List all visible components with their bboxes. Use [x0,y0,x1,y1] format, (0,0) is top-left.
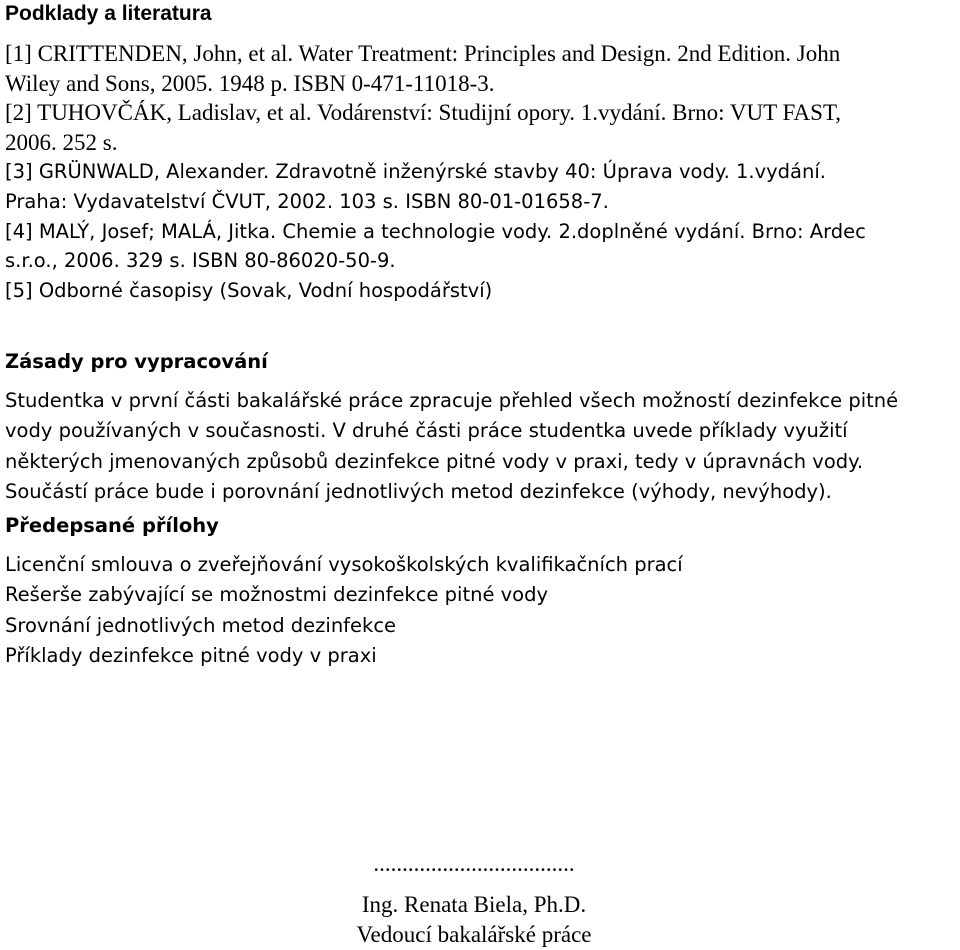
supervisor-role: Vedoucí bakalářské práce [356,922,592,947]
reference-line: [5] Odborné časopisy (Sovak, Vodní hospodářství) [5,278,493,302]
attachments-title: Předepsané přílohy [5,514,219,537]
reference-line: [4] MALÝ, Josef; MALÁ, Jitka. Chemie a technologie vody. 2.doplněné vydání. Brno: Ardec [5,219,866,243]
guidelines-paragraph [5,386,898,507]
reference-line: [2] TUHOVČÁK, Ladislav, et al. Vodárenství: Studijní opory. 1.vydání. Brno: VUT FAST, [5,100,842,126]
paragraph-line: vody používaných v současnosti. V druhé části práce studentka uvede příklady využití [5,419,848,443]
bibliography-title: Podklady a literatura [5,2,212,25]
attachment-item: Licenční smlouva o zveřejňování vysokoškolských kvalifikačních prací [5,553,683,576]
bibliography-list [5,39,866,305]
reference-line: [1] CRITTENDEN, John, et al. Water Treatment: Principles and Design. 2nd Edition. John [5,41,841,66]
guidelines-title: Zásady pro vypracování [5,350,268,373]
signature-line: ................................... [373,851,575,876]
reference-line: Praha: Vydavatelství ČVUT, 2002. 103 s. ISBN 80-01-01658-7. [5,189,609,213]
attachment-item: Rešerše zabývající se možnostmi dezinfekce pitné vody [5,583,549,607]
reference-line: s.r.o., 2006. 329 s. ISBN 80-86020-50-9. [5,249,396,273]
reference-line: 2006. 252 s. [5,129,118,155]
attachments-list [5,550,683,671]
reference-line: [3] GRÜNWALD, Alexander. Zdravotně inženýrské stavby 40: Úprava vody. 1.vydání. [5,160,826,184]
paragraph-line: některých jmenovaných způsobů dezinfekce pitné vody v praxi, tedy v úpravnách vody. [5,449,864,473]
attachment-item: Srovnání jednotlivých metod dezinfekce [5,613,397,637]
supervisor-name: Ing. Renata Biela, Ph.D. [361,892,587,917]
paragraph-line: Součástí práce bude i porovnání jednotlivých metod dezinfekce (výhody, nevýhody). [5,479,832,503]
paragraph-line: Studentka v první části bakalářské práce zpracuje přehled všech možností dezinfekce pitné [5,389,899,412]
reference-line: Wiley and Sons, 2005. 1948 p. ISBN 0-471-11018-3. [5,70,495,96]
attachment-item: Příklady dezinfekce pitné vody v praxi [5,643,377,667]
signature-block [5,852,955,950]
